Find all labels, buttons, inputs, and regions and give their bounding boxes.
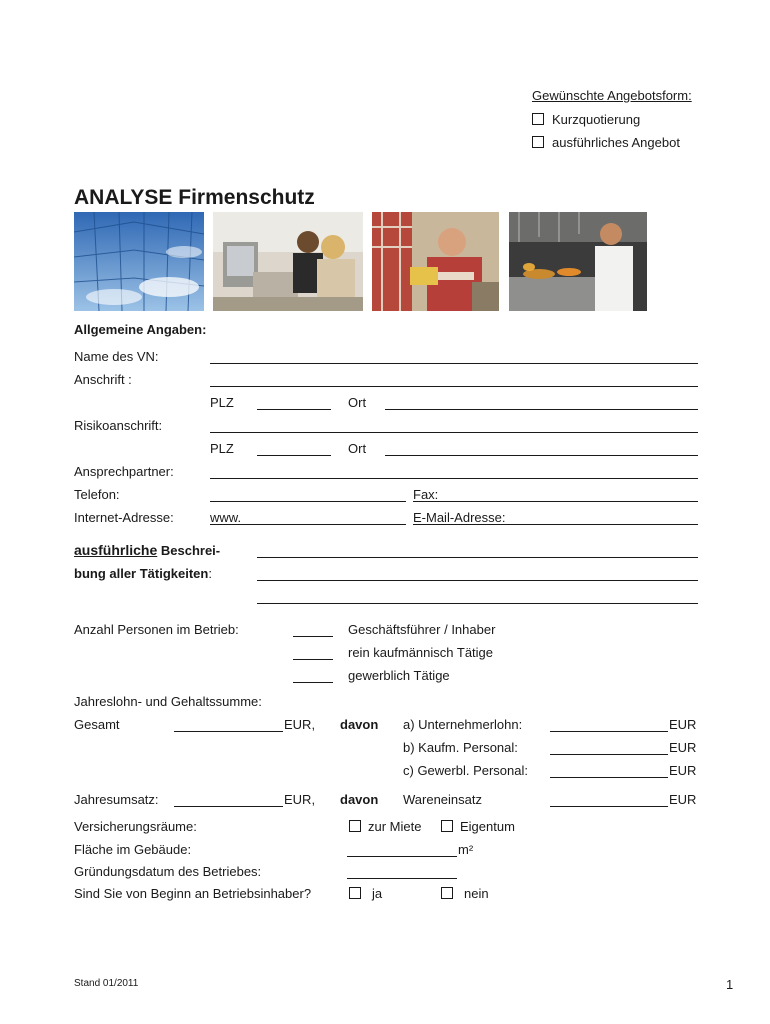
turnover-davon: davon [340,792,379,807]
rent-checkbox[interactable] [349,820,361,832]
kurzquotierung-checkbox[interactable] [532,113,544,125]
name-label: Name des VN: [74,349,159,364]
general-heading: Allgemeine Angaben: [74,322,207,337]
owner-yes-checkbox[interactable] [349,887,361,899]
ausfuehrliches-angebot-checkbox[interactable] [532,136,544,148]
email-field[interactable] [413,524,698,525]
www-prefix: www. [210,510,242,525]
persons-managers-label: Geschäftsführer / Inhaber [348,622,496,637]
payroll-b-eur: EUR [669,740,697,755]
activities-label-line2 [74,566,212,581]
payroll-total-field[interactable] [174,731,283,732]
owner-question: Sind Sie von Beginn an Betriebsinhaber? [74,886,312,901]
persons-industrial-field[interactable] [293,682,333,683]
rooms-label: Versicherungsräume: [74,819,197,834]
payroll-total-label: Gesamt [74,717,120,732]
activities-field-2[interactable] [257,580,698,581]
page-title: ANALYSE Firmenschutz [74,186,315,209]
turnover-label: Jahresumsatz: [74,792,159,807]
contact-field[interactable] [210,478,698,479]
payroll-davon: davon [340,717,379,732]
persons-industrial-label: gewerblich Tätige [348,668,450,683]
payroll-a-eur: EUR [669,717,697,732]
kurzquotierung-label: Kurzquotierung [552,112,641,127]
payroll-heading: Jahreslohn- und Gehaltssumme: [74,694,262,709]
persons-label: Anzahl Personen im Betrieb: [74,622,239,637]
offer-form-heading: Gewünschte Angebotsform: [532,88,692,103]
payroll-b-field[interactable] [550,754,668,755]
persons-commercial-field[interactable] [293,659,333,660]
payroll-c-eur: EUR [669,763,697,778]
owner-yes-label: ja [372,886,383,901]
own-label: Eigentum [460,819,515,834]
page-number: 1 [726,977,734,992]
footer-stand: Stand 01/2011 [74,978,139,989]
payroll-c-field[interactable] [550,777,668,778]
plz-label: PLZ [210,395,234,410]
ausfuehrliches-angebot-label: ausführliches Angebot [552,135,680,150]
photo-craftsman [372,212,499,311]
internet-label: Internet-Adresse: [74,510,174,525]
goods-label: Wareneinsatz [403,792,482,807]
fax-field[interactable] [413,501,698,502]
turnover-currency: EUR, [284,792,316,807]
ort-field[interactable] [385,409,698,410]
risk-ort-label: Ort [348,441,367,456]
turnover-field[interactable] [174,806,283,807]
payroll-c-label: c) Gewerbl. Personal: [403,763,528,778]
photo-glass-facade [74,212,204,311]
area-unit: m² [458,842,474,857]
persons-managers-field[interactable] [293,636,333,637]
risk-plz-label: PLZ [210,441,234,456]
fax-label: Fax: [413,487,439,502]
payroll-b-label: b) Kaufm. Personal: [403,740,518,755]
email-label: E-Mail-Adresse: [413,510,506,525]
plz-field[interactable] [257,409,331,410]
founding-label: Gründungsdatum des Betriebes: [74,864,262,879]
goods-eur: EUR [669,792,697,807]
photo-chef-kitchen [509,212,647,311]
payroll-a-field[interactable] [550,731,668,732]
activities-field-1[interactable] [257,557,698,558]
risk-plz-field[interactable] [257,455,331,456]
payroll-total-currency: EUR, [284,717,316,732]
activities-label-line2-text: bung aller Tätigkeiten [74,566,209,581]
address-label: Anschrift : [74,372,132,387]
photo-office-meeting [213,212,363,311]
ort-label: Ort [348,395,367,410]
risk-ort-field[interactable] [385,455,698,456]
activities-label-line1 [74,543,220,558]
founding-field[interactable] [347,878,457,879]
contact-label: Ansprechpartner: [74,464,174,479]
payroll-a-label: a) Unternehmerlohn: [403,717,523,732]
persons-commercial-label: rein kaufmännisch Tätige [348,645,494,660]
goods-field[interactable] [550,806,668,807]
rent-label: zur Miete [368,819,422,834]
owner-no-checkbox[interactable] [441,887,453,899]
activities-field-3[interactable] [257,603,698,604]
area-label: Fläche im Gebäude: [74,842,192,857]
activities-label-colon: : [208,566,212,581]
name-field[interactable] [210,363,698,364]
own-checkbox[interactable] [441,820,453,832]
internet-field[interactable] [210,524,406,525]
phone-label: Telefon: [74,487,120,502]
owner-no-label: nein [464,886,489,901]
area-field[interactable] [347,856,457,857]
risk-address-label: Risikoanschrift: [74,418,163,433]
activities-label-emphasis: ausführliche [74,542,158,558]
address-field[interactable] [210,386,698,387]
risk-address-field[interactable] [210,432,698,433]
phone-field[interactable] [210,501,406,502]
activities-label-rest: Beschrei- [157,543,221,558]
